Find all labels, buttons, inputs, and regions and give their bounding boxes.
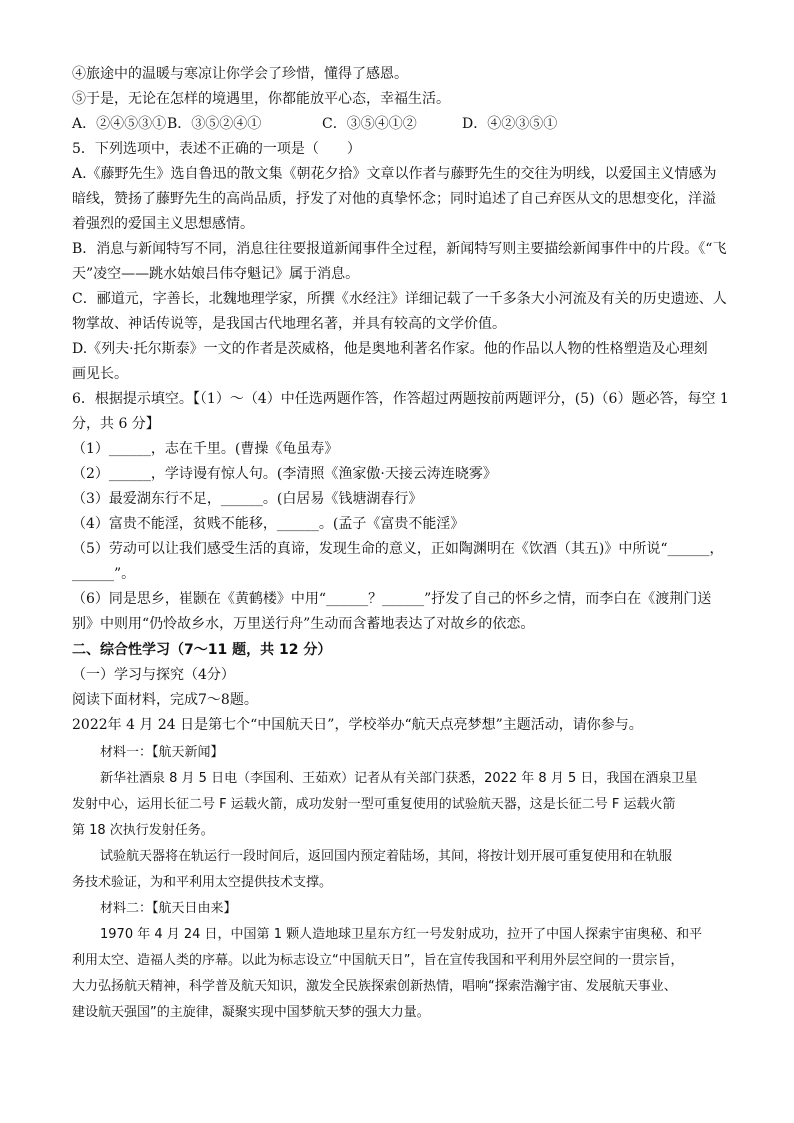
q6-item-5-cont: ______”。 <box>72 566 136 582</box>
q4-sentence-4: ④旅途中的温暖与寒凉让你学会了珍惜，懂得了感恩。 <box>72 66 408 82</box>
q5-option-c-line: 物掌故、神话传说等，是我国古代地理名著，并具有较高的文学价值。 <box>72 316 506 332</box>
material-1-line: 新华社酒泉 8 月 5 日电（李国利、王茹欢）记者从有关部门获悉，2022 年 8 月 5 日，我国在酒泉卫星 <box>100 771 698 786</box>
q6-item-6-cont: 别》中则用“仍怜故乡水，万里送行舟”生动而含蓄地表达了对故乡的依恋。 <box>72 616 535 632</box>
q6-item-4: （4）富贵不能淫，贫贱不能移，______。(孟子《富贵不能淫》 <box>72 516 465 532</box>
q5-option-b-line: B．消息与新闻特写不同，消息往往要报道新闻事件全过程，新闻特写则主要描绘新闻事件中的片段。《“飞 <box>72 241 727 257</box>
q5-option-b <box>72 237 732 287</box>
q4-sentence-5: ⑤于是，无论在怎样的境遇里，你都能放平心态，幸福生活。 <box>72 91 450 107</box>
q5-option-c-line: C．郦道元，字善长，北魏地理学家，所撰《水经注》详细记载了一千多条大小河流及有关的历史遗迹、人 <box>72 291 727 307</box>
q4-option-a: A．②④⑤③① <box>72 116 167 132</box>
q5-option-d-line: 画见长。 <box>72 366 128 382</box>
q6-item-6: （6）同是思乡，崔颢在《黄鹤楼》中用“______？______”抒发了自己的怀乡之情，而李白在《渡荆门送 <box>72 591 712 607</box>
q6-item-2: （2）______，学诗谩有惊人句。(李清照《渔家傲·天接云涛连晓雾》 <box>72 466 497 482</box>
q6-items <box>72 437 732 637</box>
exam-page <box>72 62 732 1026</box>
q5-option-b-line: 天”凌空——跳水姑娘吕伟夺魁记》属于消息。 <box>72 266 360 282</box>
q6-stem <box>72 387 732 437</box>
material-2-line: 大力弘扬航天精神，科学普及航天知识，激发全民族探索创新热情，唱响“探索浩瀚宇宙、发展航天事业、 <box>72 979 677 994</box>
reading-instruction: 阅读下面材料，完成7～8题。 <box>72 692 258 708</box>
material-1-line: 试验航天器将在轨运行一段时间后，返回国内预定着陆场，其间，将按计划开展可重复使用和在轨服 <box>100 849 673 864</box>
material-2-body <box>72 922 732 1026</box>
q6-item-1: （1）______，志在千里。(曹操《龟虽寿》 <box>72 441 339 457</box>
q6-item-5: （5）劳动可以让我们感受生活的真谛，发现生命的意义，正如陶渊明在《饮酒（其五)》中所说“______， <box>72 541 724 557</box>
material-2-title: 材料二：【航天日由来】 <box>100 901 237 916</box>
section-2-title: 二、综合性学习（7～11 题，共 12 分） <box>72 642 332 658</box>
q4-options <box>72 112 732 137</box>
material-1-line: 第 18 次执行发射任务。 <box>72 823 214 838</box>
q5-option-d <box>72 337 732 387</box>
q5-option-d-line: D.《列夫·托尔斯泰》一文的作者是茨威格，他是奥地利著名作家。他的作品以人物的性格塑造及心理刻 <box>72 341 708 357</box>
q4-option-c: C．③⑤④①② <box>322 116 417 132</box>
q4-option-d: D．④②③⑤① <box>462 116 558 132</box>
activity-intro: 2022年 4 月 24 日是第七个“中国航天日”，学校举办“航天点亮梦想”主题活动，请你参与。 <box>72 717 643 733</box>
q6-stem-line: 6．根据提示填空。【（1）～（4）中任选两题作答，作答超过两题按前两题评分，(5)（6）题必答，每空 1 <box>72 391 729 407</box>
material-1-title: 材料一：【航天新闻】 <box>100 745 224 760</box>
material-1-body <box>72 766 732 896</box>
q5-option-a-line: A.《藤野先生》选自鲁迅的散文集《朝花夕拾》文章以作者与藤野先生的交往为明线，以爱国主义情感为 <box>72 166 717 182</box>
q6-item-3: （3）最爱湖东行不足，______。(白居易《钱塘湖春行》 <box>72 491 423 507</box>
q5-option-a-line: 着强烈的爱国主义思想感情。 <box>72 216 254 232</box>
q4-option-b: B．③⑤②④① <box>167 116 262 132</box>
q5-option-a-line: 暗线，赞扬了藤野先生的高尚品质，抒发了对他的真挚怀念；同时追述了自己弃医从文的思想变化，洋溢 <box>72 191 716 207</box>
q5-option-c <box>72 287 732 337</box>
material-2-line: 1970 年 4 月 24 日，中国第 1 颗人造地球卫星东方红一号发射成功，拉开了中国人探索宇宙奥秘、和平 <box>100 927 703 942</box>
q5-option-a <box>72 162 732 237</box>
q5-stem: 5．下列选项中，表述不正确的一项是（ ） <box>72 141 361 157</box>
material-1-line: 发射中心，运用长征二号 F 运载火箭，成功发射一型可重复使用的试验航天器，这是长征二号 F 运载火箭 <box>72 797 676 812</box>
material-2-line: 利用太空、造福人类的序幕。以此为标志设立“中国航天日”，旨在宣传我国和平利用外层空间的一贯宗旨， <box>72 953 684 968</box>
subsection-title: （一）学习与探究（4分） <box>72 667 235 683</box>
q6-stem-line: 分，共 6 分】 <box>72 416 160 432</box>
material-2-line: 建设航天强国”的主旋律，凝聚实现中国梦航天梦的强大力量。 <box>72 1005 430 1020</box>
material-1-line: 务技术验证，为和平利用太空提供技术支撑。 <box>72 875 333 890</box>
